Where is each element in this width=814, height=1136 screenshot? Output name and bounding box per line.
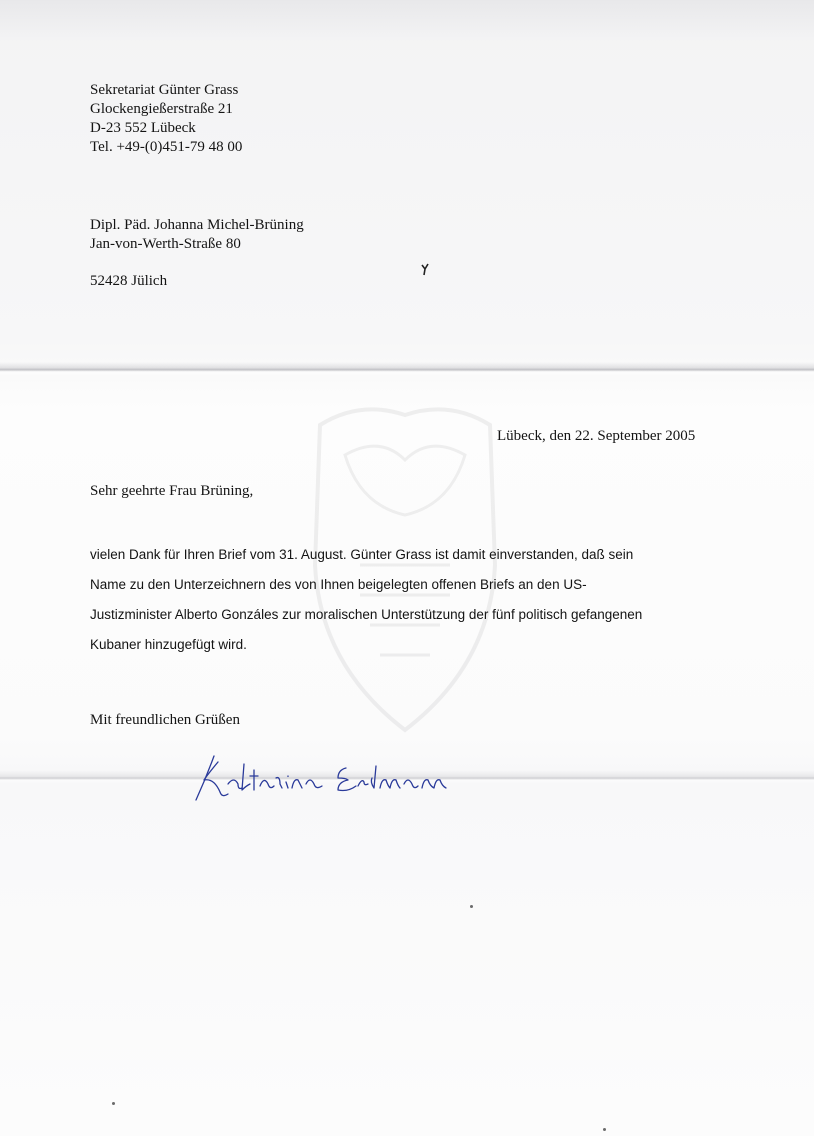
sender-phone: Tel. +49-(0)451-79 48 00	[90, 139, 243, 155]
recipient-street: Jan-von-Werth-Straße 80	[90, 236, 241, 252]
paper-speck	[603, 1128, 606, 1131]
body-line: vielen Dank für Ihren Brief vom 31. August. Günter Grass ist damit einverstanden, daß sein	[90, 547, 634, 562]
sender-city: D-23 552 Lübeck	[90, 120, 196, 136]
recipient-address	[90, 216, 304, 291]
letter-body	[90, 540, 730, 660]
recipient-name: Dipl. Päd. Johanna Michel-Brüning	[90, 217, 304, 233]
sender-street: Glockengießerstraße 21	[90, 101, 233, 117]
handwritten-signature	[188, 748, 458, 808]
paper-shading	[0, 0, 814, 40]
paper-speck	[112, 1102, 115, 1105]
sender-address	[90, 81, 242, 157]
letter-date: Lübeck, den 22. September 2005	[497, 428, 696, 444]
body-line: Kubaner hinzugefügt wird.	[90, 637, 247, 652]
recipient-city: 52428 Jülich	[90, 273, 168, 289]
paper-speck	[470, 905, 473, 908]
paper-fold-top	[0, 362, 814, 376]
body-line: Name zu den Unterzeichnern des von Ihnen beigelegten offenen Briefs an den US-	[90, 577, 587, 592]
body-line: Justizminister Alberto Gonzáles zur moralischen Unterstützung der fünf politisch gefangenen	[90, 607, 643, 622]
closing: Mit freundlichen Grüßen	[90, 712, 240, 728]
salutation: Sehr geehrte Frau Brüning,	[90, 483, 254, 499]
sender-name: Sekretariat Günter Grass	[90, 82, 239, 98]
ink-mark-icon	[420, 262, 430, 276]
